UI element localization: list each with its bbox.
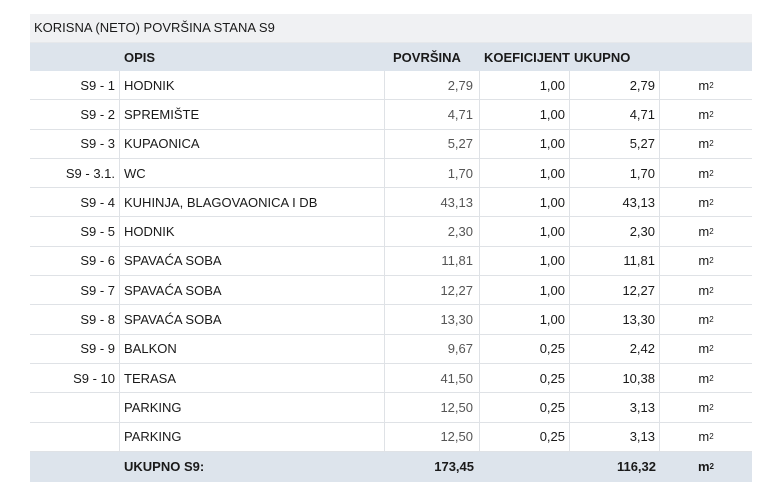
row-unit [660,393,752,421]
unit-exp: 2 [709,227,714,237]
table-row [30,247,752,276]
row-ukupno: 13,30 [570,305,660,333]
total-koef [480,452,570,482]
unit-exp: 2 [709,315,714,325]
unit-base: m [698,370,710,386]
unit-exp: 2 [709,285,714,295]
unit-exp: 2 [709,256,714,266]
table-row [30,335,752,364]
row-povrsina: 12,50 [385,423,480,451]
table-title: KORISNA (NETO) POVRŠINA STANA S9 [30,14,752,43]
unit-base: m [698,77,710,93]
row-ukupno: 2,79 [570,71,660,99]
unit-base: m [698,253,710,269]
unit-exp: 2 [709,168,714,178]
row-opis: HODNIK [120,217,385,245]
total-ukupno: 116,32 [616,459,656,475]
total-label: UKUPNO S9: [124,459,205,475]
table-row [30,71,752,100]
header-row [30,43,752,71]
total-unit [660,452,752,482]
row-koeficijent: 1,00 [480,100,570,128]
row-ukupno: 12,27 [570,276,660,304]
unit-exp: 2 [709,139,714,149]
row-opis: SPREMIŠTE [120,100,385,128]
row-opis: SPAVAĆA SOBA [120,305,385,333]
row-unit [660,217,752,245]
row-ukupno: 3,13 [570,423,660,451]
row-unit [660,335,752,363]
row-povrsina: 9,67 [385,335,480,363]
row-opis: TERASA [120,364,385,392]
row-povrsina: 5,27 [385,130,480,158]
row-code: S9 - 10 [30,364,120,392]
table-row [30,305,752,334]
row-koeficijent: 1,00 [480,130,570,158]
row-koeficijent: 0,25 [480,393,570,421]
row-povrsina: 1,70 [385,159,480,187]
unit-exp: 2 [709,80,714,90]
unit-base: m [698,194,710,210]
row-koeficijent: 1,00 [480,305,570,333]
unit-base: m [698,165,710,181]
unit-base: m [698,399,710,415]
table-row [30,364,752,393]
row-povrsina: 4,71 [385,100,480,128]
row-code: S9 - 7 [30,276,120,304]
row-opis: PARKING [120,423,385,451]
row-ukupno: 1,70 [570,159,660,187]
header-koeficijent: KOEFICIJENT [484,49,570,65]
row-code: S9 - 8 [30,305,120,333]
row-povrsina: 12,27 [385,276,480,304]
row-code: S9 - 3.1. [30,159,120,187]
row-povrsina: 12,50 [385,393,480,421]
total-row [30,452,752,482]
row-povrsina: 2,30 [385,217,480,245]
row-koeficijent: 1,00 [480,217,570,245]
table-row [30,393,752,422]
unit-base: m [698,106,710,122]
row-ukupno: 11,81 [570,247,660,275]
header-unit [660,43,752,71]
row-povrsina: 11,81 [385,247,480,275]
row-unit [660,423,752,451]
row-koeficijent: 0,25 [480,364,570,392]
unit-exp: 2 [709,402,714,412]
row-povrsina: 41,50 [385,364,480,392]
row-unit [660,364,752,392]
row-povrsina: 2,79 [385,71,480,99]
unit-base: m [698,429,710,445]
row-code: S9 - 3 [30,130,120,158]
row-ukupno: 43,13 [570,188,660,216]
row-ukupno: 5,27 [570,130,660,158]
row-opis: SPAVAĆA SOBA [120,276,385,304]
unit-exp: 2 [709,344,714,354]
row-code [30,423,120,451]
row-opis: KUHINJA, BLAGOVAONICA I DB [120,188,385,216]
row-code: S9 - 9 [30,335,120,363]
unit-exp: 2 [709,109,714,119]
row-povrsina: 43,13 [385,188,480,216]
table-row [30,159,752,188]
row-ukupno: 4,71 [570,100,660,128]
header-opis: OPIS [124,49,156,65]
row-unit [660,130,752,158]
table-body [30,71,752,452]
row-code: S9 - 6 [30,247,120,275]
row-unit [660,188,752,216]
row-koeficijent: 0,25 [480,423,570,451]
unit-exp: 2 [709,197,714,207]
row-opis: WC [120,159,385,187]
row-code: S9 - 4 [30,188,120,216]
row-koeficijent: 1,00 [480,276,570,304]
row-unit [660,276,752,304]
total-povrsina: 173,45 [434,459,474,475]
header-code [30,43,120,71]
row-opis: HODNIK [120,71,385,99]
table-row [30,276,752,305]
row-ukupno: 2,30 [570,217,660,245]
row-koeficijent: 1,00 [480,159,570,187]
row-opis: PARKING [120,393,385,421]
unit-base: m [698,341,710,357]
unit-base: m [698,282,710,298]
unit-exp: 2 [709,462,714,472]
unit-base: m [698,224,710,240]
unit-exp: 2 [709,373,714,383]
row-code: S9 - 1 [30,71,120,99]
row-koeficijent: 1,00 [480,247,570,275]
row-code: S9 - 2 [30,100,120,128]
row-koeficijent: 1,00 [480,188,570,216]
unit-base: m [698,312,710,328]
table-row [30,188,752,217]
header-povrsina: POVRŠINA [393,49,461,65]
area-table [30,14,752,475]
unit-exp: 2 [709,432,714,442]
row-unit [660,100,752,128]
table-row [30,130,752,159]
row-ukupno: 2,42 [570,335,660,363]
row-unit [660,159,752,187]
header-ukupno: UKUPNO [574,49,631,65]
row-povrsina: 13,30 [385,305,480,333]
row-opis: BALKON [120,335,385,363]
row-koeficijent: 0,25 [480,335,570,363]
row-opis: SPAVAĆA SOBA [120,247,385,275]
unit-base: m [697,459,710,475]
table-row [30,423,752,452]
total-code [30,452,120,482]
row-unit [660,71,752,99]
unit-base: m [698,136,710,152]
row-ukupno: 10,38 [570,364,660,392]
row-code [30,393,120,421]
row-koeficijent: 1,00 [480,71,570,99]
row-opis: KUPAONICA [120,130,385,158]
row-unit [660,305,752,333]
row-ukupno: 3,13 [570,393,660,421]
table-row [30,100,752,129]
table-row [30,217,752,246]
row-code: S9 - 5 [30,217,120,245]
row-unit [660,247,752,275]
